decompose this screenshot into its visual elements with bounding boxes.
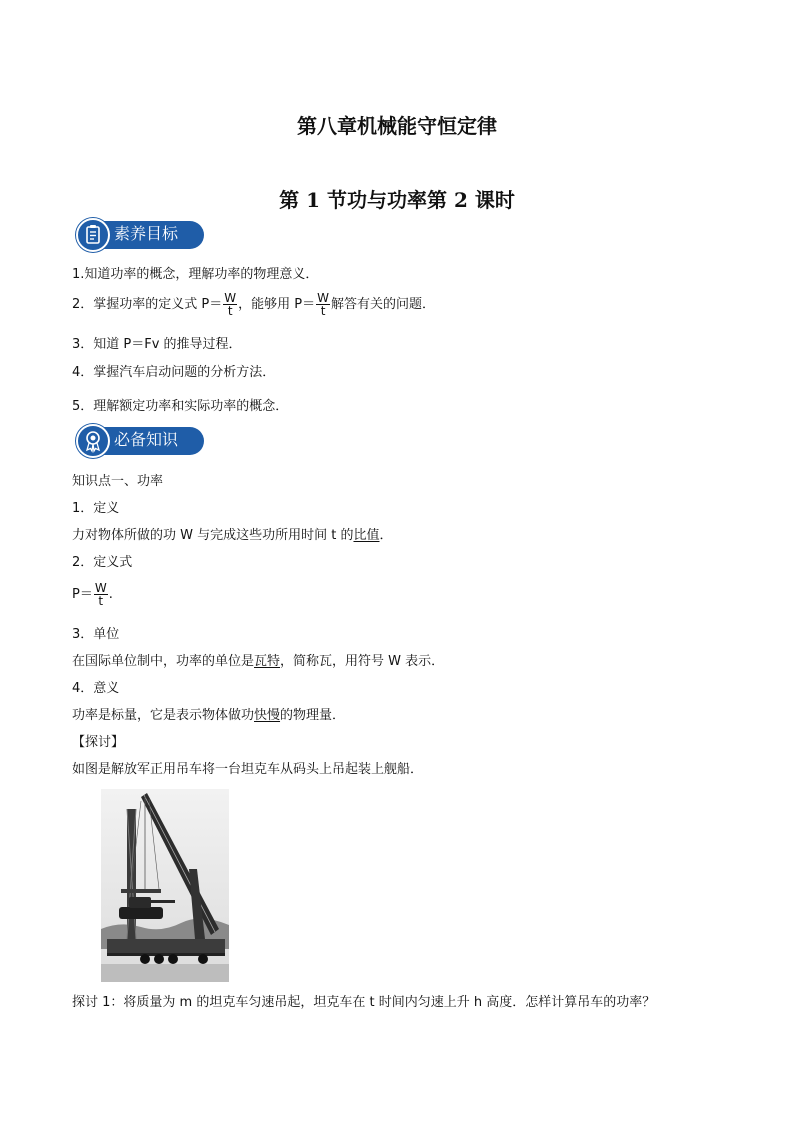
badge-icon: [76, 424, 110, 458]
heading-meaning: 4．意义: [72, 681, 120, 696]
goal-1: 1.知道功率的概念，理解功率的物理意义．: [72, 267, 319, 282]
fraction-w-over-t: $\frac{W}{t}$: [224, 291, 237, 318]
fraction-w-over-t: $\frac{W}{t}$: [317, 291, 329, 318]
knowledge-point-1: 知识点一、功率: [72, 474, 164, 489]
explore-label: 【探讨】: [72, 735, 125, 750]
goal-5: 5．理解额定功率和实际功率的概念．: [72, 399, 289, 414]
goal-2: 2．掌握功率的定义式 P＝ $\frac{W}{t}$ ，能够用 P＝ $\frac{W}{t}$ 解答有关的问题．: [72, 291, 435, 318]
explore-intro: 如图是解放军正用吊车将一台坦克车从码头上吊起装上舰船．: [72, 762, 424, 777]
formula-p-w-t: P＝ $\frac{W}{t}$ .: [72, 581, 113, 608]
heading-definition: 1．定义: [72, 501, 120, 516]
goals-heading: 素养目标: [114, 224, 179, 243]
meaning-text: 功率是标量，它是表示物体做功快慢的物理量．: [72, 708, 346, 723]
explore-question-1: 探讨 1：将质量为 m 的坦克车匀速吊起，坦克车在 t 时间内匀速上升 h 高度．怎样计算吊车的功率？: [72, 995, 656, 1010]
heading-unit: 3．单位: [72, 627, 120, 642]
goal-3: 3．知道 P＝Fv 的推导过程．: [72, 337, 242, 352]
unit-text: 在国际单位制中，功率的单位是瓦特，简称瓦，用符号 W 表示．: [72, 654, 445, 669]
lesson-title: 第 1 节功与功率第 2 课时: [279, 188, 515, 212]
knowledge-banner: [76, 424, 206, 458]
goal-4: 4．掌握汽车启动问题的分析方法．: [72, 365, 276, 380]
fraction-w-over-t: $\frac{W}{t}$: [94, 581, 107, 608]
knowledge-heading: 必备知识: [114, 430, 179, 449]
goals-banner: [76, 218, 206, 252]
crane-tank-photo: [101, 789, 229, 982]
heading-formula: 2．定义式: [72, 555, 133, 570]
chapter-title: 第八章机械能守恒定律: [297, 114, 497, 138]
definition-text: 力对物体所做的功 W 与完成这些功所用时间 t 的比值．: [72, 528, 393, 543]
clipboard-icon: [76, 218, 110, 252]
